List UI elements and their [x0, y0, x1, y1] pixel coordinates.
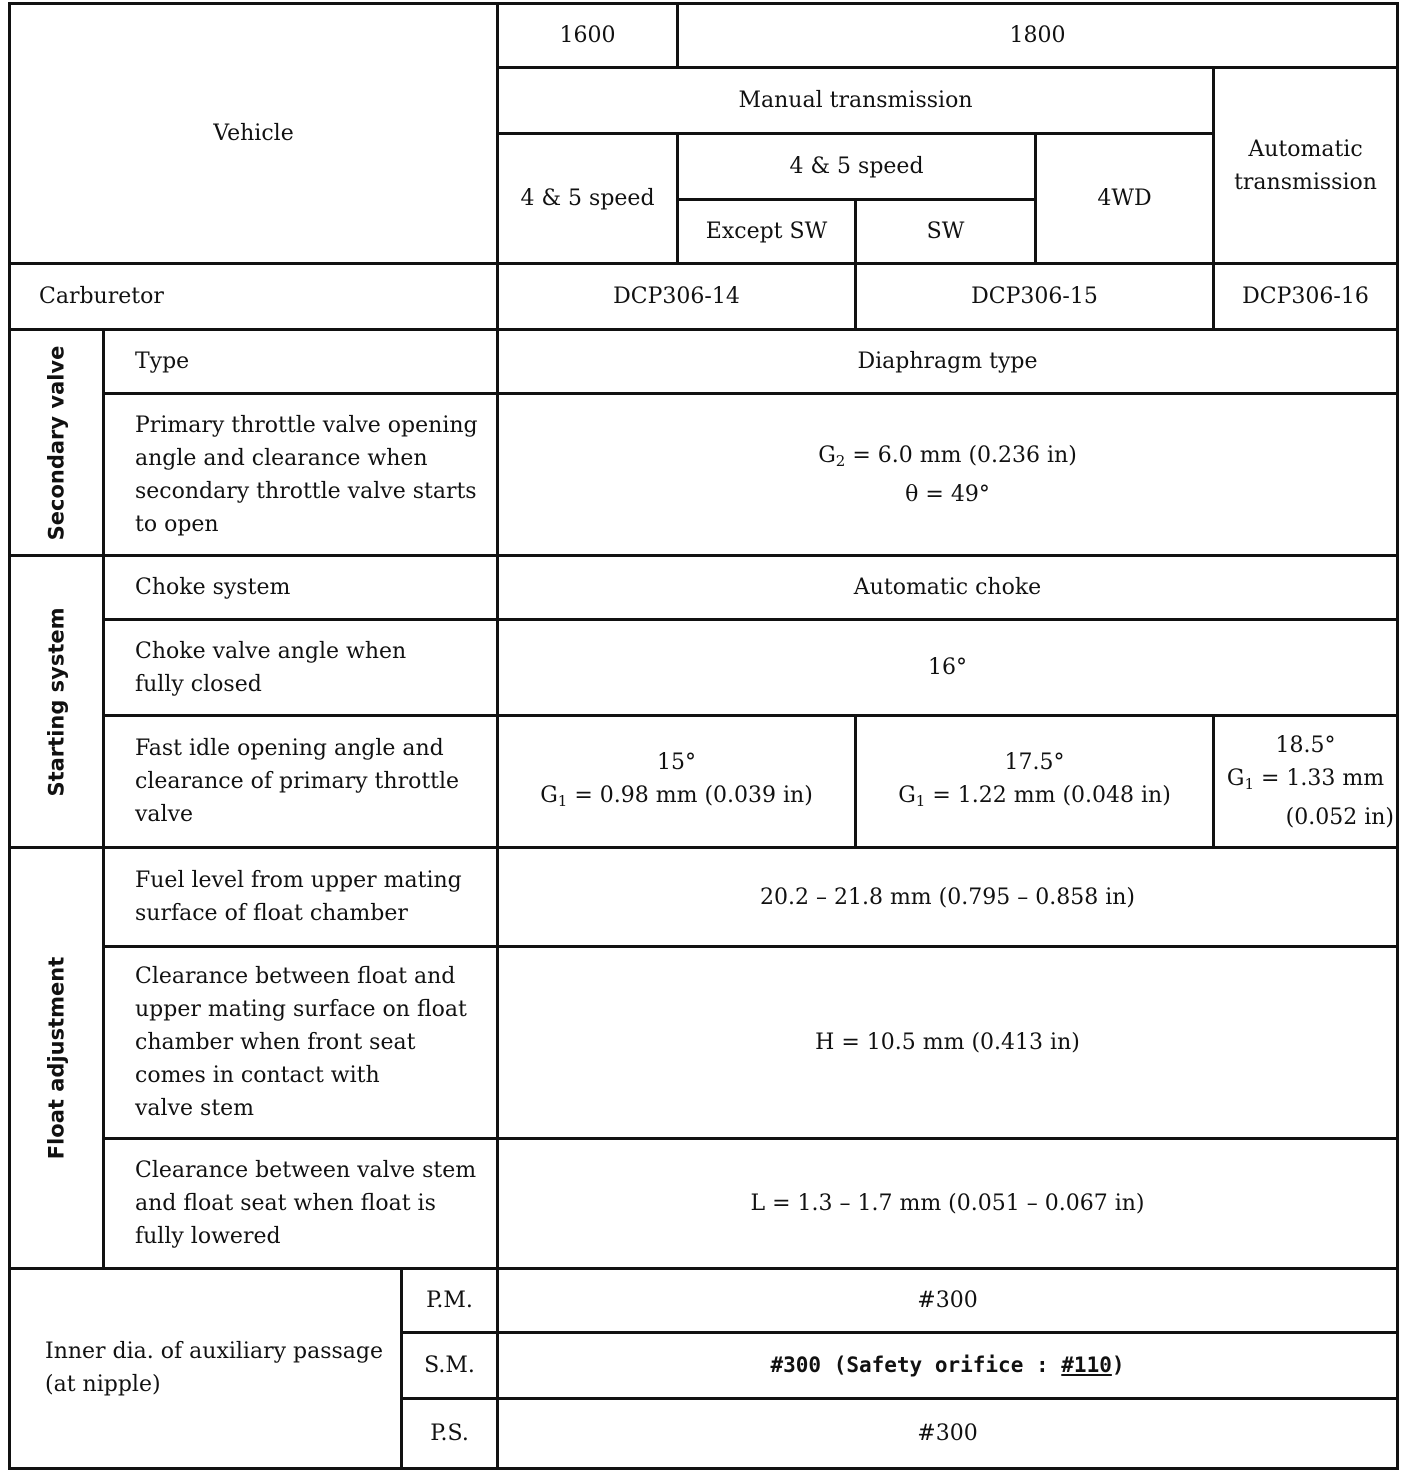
fast-idle-label-line: valve: [135, 802, 194, 828]
valve-stem-value: L = 1.3 – 1.7 mm (0.051 – 0.067 in): [498, 1138, 1398, 1268]
g-value: = 1.33 mm: [1254, 766, 1385, 792]
except-sw-header: Except SW: [678, 200, 856, 264]
fast-idle-clearance: [1217, 762, 1394, 801]
secondary-type-label: Type: [104, 330, 498, 394]
vehicle-label: Vehicle: [213, 121, 294, 147]
fast-idle-clearance: [863, 779, 1206, 818]
aux-value-ps: #300: [498, 1398, 1398, 1468]
starting-system-label: Starting system: [44, 607, 68, 797]
secondary-opening-label: [104, 394, 498, 556]
float-clearance-label-line: Clearance between float and: [135, 963, 456, 989]
g-symbol: G: [898, 782, 916, 808]
secondary-opening-label-line: to open: [135, 511, 219, 537]
g-subscript: 1: [915, 791, 926, 810]
aux-value-pm: #300: [498, 1268, 1398, 1332]
speed-1800-header: 4 & 5 speed: [678, 134, 1036, 200]
aux-value-sm: [498, 1332, 1398, 1398]
g-symbol: G: [540, 782, 558, 808]
fast-idle-angle: 18.5°: [1275, 733, 1336, 759]
starting-system-group: [10, 556, 104, 848]
automatic-transmission-line2: transmission: [1234, 169, 1377, 195]
secondary-valve-label: Secondary valve: [44, 345, 68, 541]
g-value: = 0.98 mm (0.039 in): [567, 782, 813, 808]
carburetor-value-16: DCP306-16: [1214, 264, 1398, 330]
choke-system-value: Automatic choke: [498, 556, 1398, 620]
secondary-opening-label-line: secondary throttle valve starts: [135, 478, 477, 504]
secondary-opening-label-line: angle and clearance when: [135, 445, 428, 471]
fast-idle-angle: 17.5°: [1004, 749, 1065, 775]
automatic-transmission-line1: Automatic: [1248, 136, 1363, 162]
g-value: = 6.0 mm (0.236 in): [845, 442, 1077, 468]
fuel-level-row: [10, 848, 1398, 946]
valve-stem-row: [10, 1138, 1398, 1268]
g-subscript: 2: [835, 451, 846, 470]
choke-angle-label: [104, 620, 498, 716]
float-adjustment-group: [10, 848, 104, 1268]
fast-idle-clearance: [505, 779, 848, 818]
speed-1600-header: 4 & 5 speed: [498, 134, 678, 264]
float-clearance-label-line: upper mating surface on float: [135, 996, 467, 1022]
choke-angle-value: 16°: [498, 620, 1398, 716]
aux-sm-safety-orifice: #110: [1061, 1352, 1112, 1377]
fuel-level-label-line: Fuel level from upper mating: [135, 868, 462, 893]
valve-stem-label-line: and float seat when float is: [135, 1190, 436, 1216]
secondary-opening-clearance: [505, 439, 1390, 478]
fast-idle-label: [104, 716, 498, 848]
aux-sm-value-prefix: #300 (Safety orifice :: [770, 1352, 1062, 1377]
carburetor-row: [10, 264, 1398, 330]
valve-stem-label: [104, 1138, 498, 1268]
carburetor-value-14: DCP306-14: [498, 264, 856, 330]
valve-stem-label-line: fully lowered: [135, 1223, 281, 1249]
choke-angle-row: [10, 620, 1398, 716]
header-row-engine: [10, 4, 1398, 68]
choke-angle-label-line: fully closed: [135, 671, 262, 697]
float-clearance-label: [104, 946, 498, 1138]
float-clearance-label-line: valve stem: [135, 1095, 255, 1121]
secondary-opening-angle: θ = 49°: [905, 481, 990, 507]
aux-code-ps: P.S.: [402, 1398, 498, 1468]
g-symbol: G: [1226, 766, 1245, 792]
g-symbol: G: [818, 442, 836, 468]
g-subscript: 1: [557, 791, 568, 810]
secondary-valve-group: [10, 330, 104, 556]
float-clearance-label-line: comes in contact with: [135, 1062, 380, 1088]
engine-1800-header: 1800: [678, 4, 1398, 68]
fuel-level-label-line: surface of float chamber: [135, 901, 408, 926]
choke-system-label: Choke system: [104, 556, 498, 620]
secondary-opening-row: [10, 394, 1398, 556]
fast-idle-value-15: [856, 716, 1214, 848]
aux-code-sm: S.M.: [402, 1332, 498, 1398]
aux-passage-label-line: (at nipple): [45, 1372, 161, 1398]
fast-idle-value-14: [498, 716, 856, 848]
valve-stem-label-line: Clearance between valve stem: [135, 1157, 477, 1183]
fast-idle-value-16: [1214, 716, 1398, 848]
carburetor-value-15: DCP306-15: [856, 264, 1214, 330]
fast-idle-clearance-inch: (0.052 in): [1285, 805, 1394, 831]
engine-1600-header: 1600: [498, 4, 678, 68]
secondary-opening-value: [498, 394, 1398, 556]
vehicle-header: [10, 4, 498, 264]
sw-header: SW: [856, 200, 1036, 264]
g-value: = 1.22 mm (0.048 in): [925, 782, 1171, 808]
float-clearance-value: H = 10.5 mm (0.413 in): [498, 946, 1398, 1138]
fast-idle-row: [10, 716, 1398, 848]
fast-idle-label-line: clearance of primary throttle: [135, 769, 460, 795]
aux-pm-row: [10, 1268, 1398, 1332]
choke-system-row: [10, 556, 1398, 620]
manual-transmission-header: Manual transmission: [498, 68, 1214, 134]
choke-angle-label-line: Choke valve angle when: [135, 638, 407, 664]
carburetor-spec-table: [8, 2, 1399, 1470]
secondary-type-row: [10, 330, 1398, 394]
aux-code-pm: P.M.: [402, 1268, 498, 1332]
g-subscript: 1: [1244, 775, 1254, 794]
float-clearance-row: [10, 946, 1398, 1138]
fuel-level-label: [104, 848, 498, 946]
carburetor-spec-sheet: [8, 2, 1396, 1470]
fast-idle-label-line: Fast idle opening angle and: [135, 736, 444, 762]
fuel-level-value: 20.2 – 21.8 mm (0.795 – 0.858 in): [498, 848, 1398, 946]
float-adjustment-label: Float adjustment: [44, 956, 68, 1160]
aux-passage-label-line: Inner dia. of auxiliary passage: [45, 1339, 384, 1365]
fast-idle-angle: 15°: [657, 749, 696, 775]
secondary-type-value: Diaphragm type: [498, 330, 1398, 394]
four-wd-header: 4WD: [1036, 134, 1214, 264]
carburetor-label: Carburetor: [10, 264, 498, 330]
automatic-transmission-header: [1214, 68, 1398, 264]
secondary-opening-label-line: Primary throttle valve opening: [135, 412, 478, 438]
float-clearance-label-line: chamber when front seat: [135, 1029, 416, 1055]
aux-passage-label: [10, 1268, 402, 1468]
aux-sm-value-suffix: ): [1111, 1352, 1125, 1377]
